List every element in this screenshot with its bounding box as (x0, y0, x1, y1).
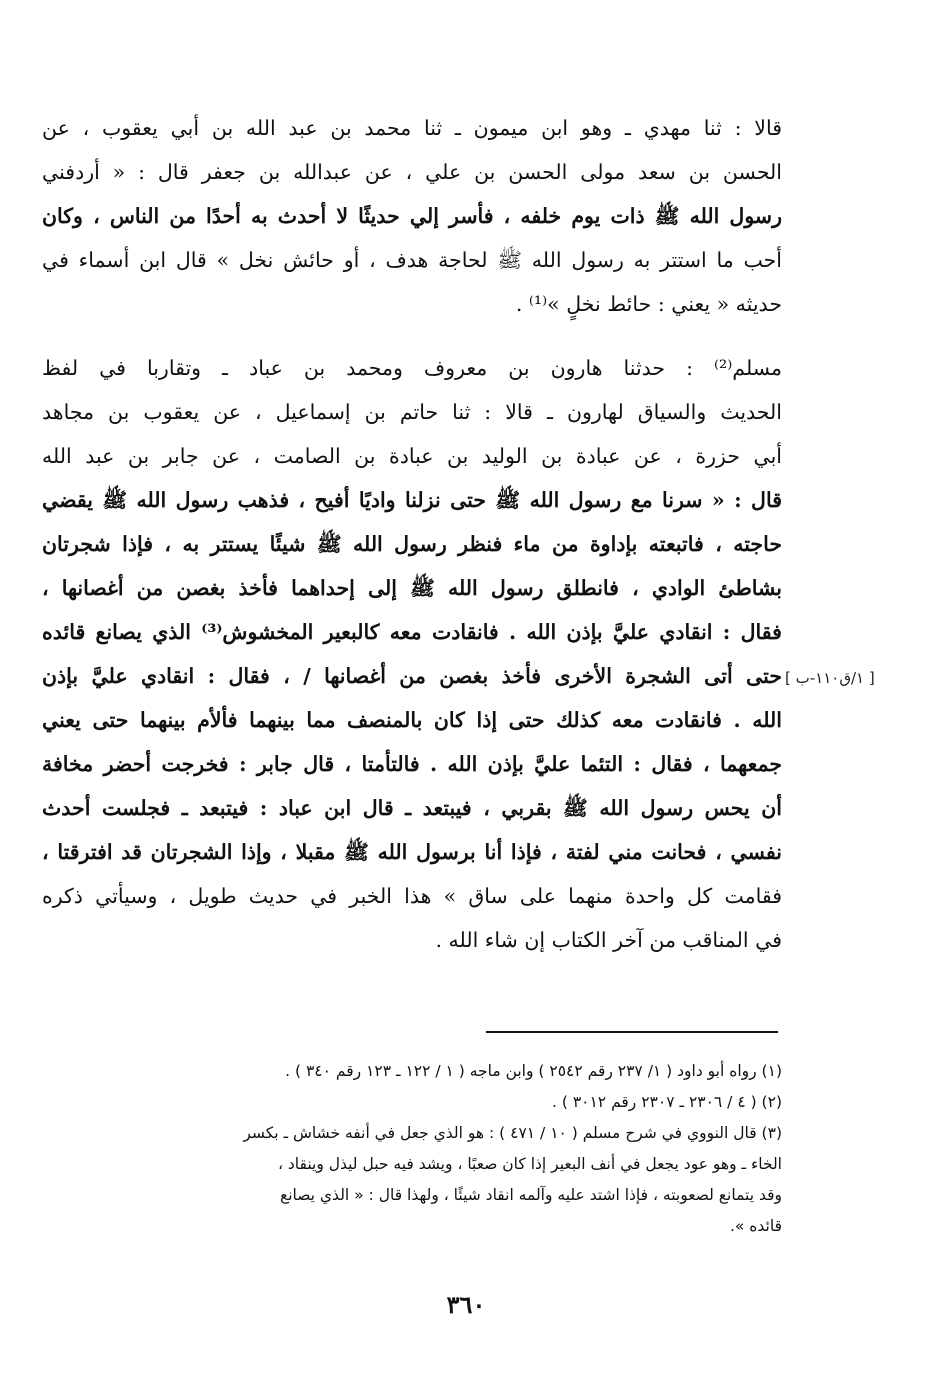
text-line: حديثه « يعني : حائط نخلٍ »⁽¹⁾ . (515, 292, 782, 316)
text-line: الحديث والسياق لهارون ـ قالا : ثنا حاتم بن إسماعيل ، عن يعقوب بن مجاهد (42, 400, 782, 424)
footnote-1: (١) رواه أبو داود ( ١/ ٢٣٧ رقم ٢٥٤٢ ) وابن ماجه ( ١ / ١٢٢ ـ ١٢٣ رقم ٣٤٠ ) . (285, 1062, 782, 1080)
footnotes (42, 1056, 782, 1242)
text-line: أبي حزرة ، عن عبادة بن الوليد بن عبادة بن الصامت ، عن جابر بن عبد الله (42, 444, 782, 468)
text-line: مسلم⁽²⁾ : حدثنا هارون بن معروف ومحمد بن عباد ـ وتقاربا في لفظ (42, 356, 782, 380)
text-line: الله . فانقادت معه كذلك حتى إذا كان بالمنصف مما بينهما فألأم بينهما حتى يعني (42, 708, 782, 732)
text-line: بشاطئ الوادي ، فانطلق رسول الله ﷺ إلى إحداهما فأخذ بغصن من أغصانها ، (42, 576, 782, 600)
text-line: في المناقب من آخر الكتاب إن شاء الله . (435, 928, 782, 952)
footnote-3-continued: وقد يتمانع لصعوبته ، فإذا اشتد عليه وآلمه انقاد شيئًا ، ولهذا قال : « الذي يصانع (279, 1186, 782, 1204)
page-number: ٣٦٠ (446, 1290, 486, 1319)
text-line: حتى أتى الشجرة الأخرى فأخذ بغصن من أغصانها / ، فقال : انقادي عليَّ بإذن (42, 664, 782, 688)
footnote-3-continued: قائده ». (729, 1217, 782, 1235)
footnote-3-continued: الخاء ـ وهو عود يجعل في أنف البعير إذا كان صعبًا ، ويشد فيه حبل ليذل وينقاد ، (277, 1155, 782, 1173)
footnote-separator (486, 1031, 778, 1033)
text-line: فقامت كل واحدة منهما على ساق » هذا الخبر في حديث طويل ، وسيأتي ذكره (42, 884, 782, 908)
text-line: فقال : انقادي عليَّ بإذن الله . فانقادت معه كالبعير المخشوش⁽³⁾ الذي يصانع قائده (42, 620, 782, 644)
paragraph-2 (42, 346, 782, 962)
footnote-3: (٣) قال النووي في شرح مسلم ( ١٠ / ٤٧١ ) : هو الذي جعل في أنفه خشاش ـ بكسر (243, 1124, 782, 1142)
text-line: الحسن بن سعد مولى الحسن بن علي ، عن عبدالله بن جعفر قال : « أردفني (42, 160, 782, 184)
text-line: رسول الله ﷺ ذات يوم خلفه ، فأسر إلي حديثًا لا أحدث به أحدًا من الناس ، وكان (42, 204, 782, 228)
paragraph-1 (42, 106, 782, 326)
text-line: حاجته ، فاتبعته بإداوة من ماء فنظر رسول الله ﷺ شيئًا يستتر به ، فإذا شجرتان (42, 532, 782, 556)
text-line: أن يحس رسول الله ﷺ بقربي ، فيبتعد ـ قال ابن عباد : فيتبعد ـ فجلست أحدث (42, 796, 782, 820)
text-line: نفسي ، فحانت مني لفتة ، فإذا أنا برسول الله ﷺ مقبلا ، وإذا الشجرتان قد افترقتا ، (42, 840, 782, 864)
text-line: قالا : ثنا مهدي ـ وهو ابن ميمون ـ ثنا محمد بن عبد الله بن أبي يعقوب ، عن (42, 116, 782, 140)
text-line: أحب ما استتر به رسول الله ﷺ لحاجة هدف ، أو حائش نخل » قال ابن أسماء في (42, 248, 782, 272)
text-line: جمعهما ، فقال : التئما عليَّ بإذن الله . فالتأمتا ، قال جابر : فخرجت أحضر مخافة (42, 752, 782, 776)
footnote-2: (٢) ( ٤ / ٢٣٠٦ ـ ٢٣٠٧ رقم ٣٠١٢ ) . (552, 1093, 782, 1111)
manuscript-folio-note: [ ١/ق١١٠-ب ] (785, 669, 875, 687)
text-line: قال : « سرنا مع رسول الله ﷺ حتى نزلنا واديًا أفيح ، فذهب رسول الله ﷺ يقضي (42, 488, 782, 512)
